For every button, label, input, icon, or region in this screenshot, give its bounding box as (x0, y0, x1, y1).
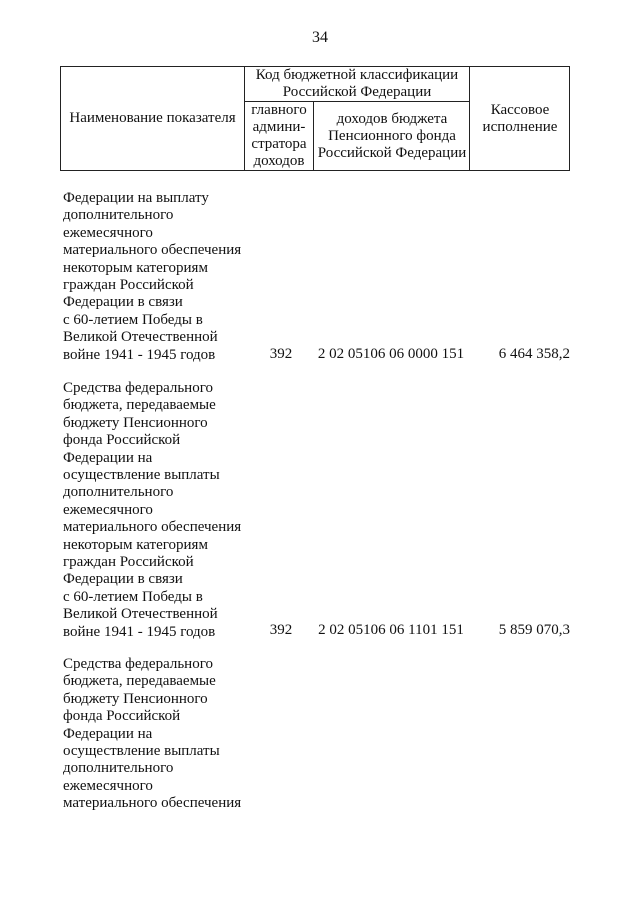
row-name: Федерации на выплату дополнительного ежемесячного материального обеспечения некоторым категориям граждан Российской Федерации в связи с 60-летием Победы в Великой Отечественной войне 1941 - 1945 годов (63, 190, 242, 363)
header-name-column: Наименование показателя (69, 110, 236, 126)
header-budget-code-group: Код бюджетной классификации Российской Федерации (255, 67, 459, 100)
row-revenue-code: 2 02 05106 06 0000 151 (317, 346, 465, 362)
page-number: 34 (312, 29, 328, 46)
row-name: Средства федерального бюджета, передаваемые бюджету Пенсионного фонда Российской Федерации на осуществление выплаты дополнительного ежемесячного материального обеспечения некоторым категориям граждан Российской Федерации в связи с 60-летием Победы в Великой Отечественной войне 1941 - 1945 годов (63, 380, 242, 640)
row-amount: 6 464 358,2 (498, 346, 570, 362)
row-admin-code: 392 (269, 622, 293, 638)
row-revenue-code: 2 02 05106 06 1101 151 (318, 622, 464, 638)
row-amount: 5 859 070,3 (498, 622, 570, 638)
header-admin-column: главного админи-стратора доходов (251, 102, 307, 169)
row-name: Средства федерального бюджета, передаваемые бюджету Пенсионного фонда Российской Федерации на осуществление выплаты дополнительного ежемесячного материального обеспечения (63, 656, 242, 812)
header-amount-column: Кассовое исполнение (482, 101, 558, 135)
header-revenue-column: доходов бюджета Пенсионного фонда Российской Федерации (317, 110, 467, 161)
row-admin-code: 392 (269, 346, 293, 362)
